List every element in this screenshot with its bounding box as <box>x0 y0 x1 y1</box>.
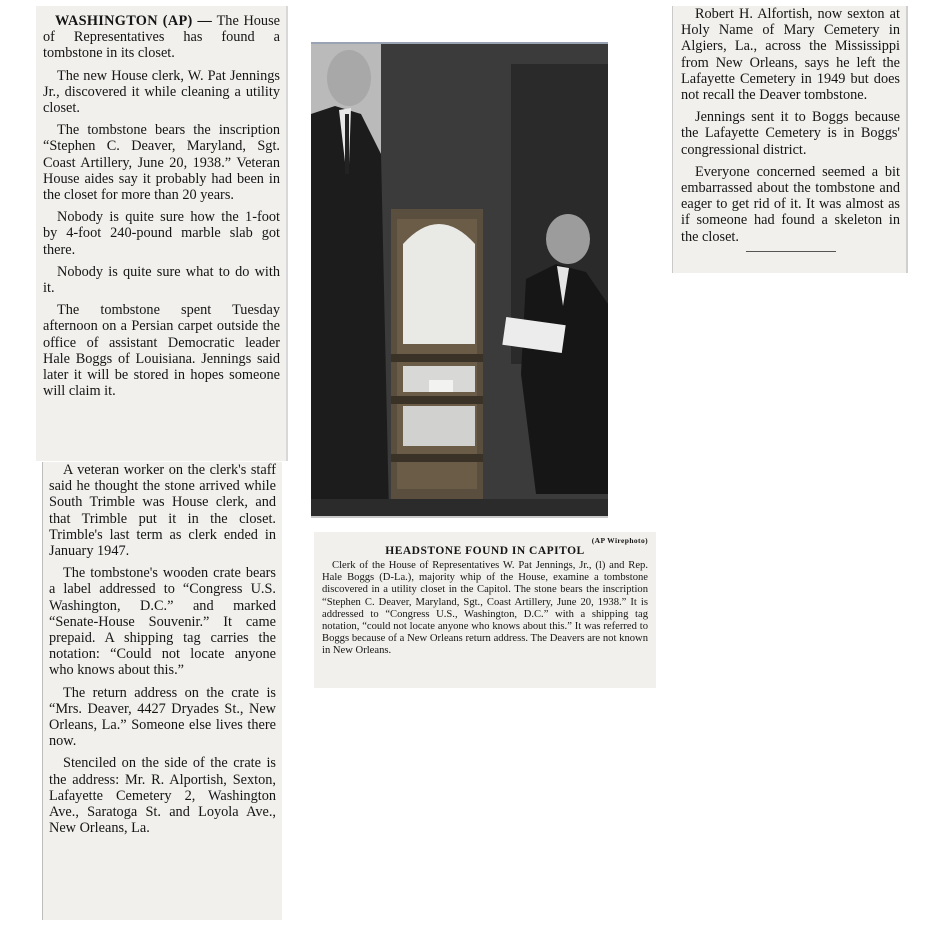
photo-illustration <box>311 44 608 516</box>
end-rule <box>746 251 836 252</box>
photo-credit: (AP Wirephoto) <box>591 536 648 545</box>
article-paragraph-text: The House of Representatives has found a tombstone in its closet. <box>43 13 280 62</box>
article-paragraph: Everyone concerned seemed a bit embarrassed about the tombstone and eager to get rid of it. It was almost as if someone had found a skeleton in the closet. <box>681 163 900 245</box>
article-paragraph: The tombstone spent Tuesday afternoon on a Persian carpet outside the office of assistant Democratic leader Hale Boggs of Louisiana. Jennings said later it will be stored in hopes someone will claim it. <box>43 302 280 400</box>
caption-headline: HEADSTONE FOUND IN CAPITOL <box>385 545 585 557</box>
article-paragraph: The new House clerk, W. Pat Jennings Jr., discovered it while cleaning a utility closet. <box>43 67 280 117</box>
news-photo <box>311 42 608 518</box>
photo-caption: Clerk of the House of Representatives W. Pat Jennings, Jr., (l) and Rep. Hale Boggs (D-La.), majority whip of the House, examine a tombstone discovered in a utility closet in the Capitol. The stone bears the inscription “Stephen C. Deaver, Maryland, Sgt., Coast Artillery, June 20, 1938.” It is addressed to “Congress U.S., Washington, D.C.” with a shipping tag notation, “could not locate anyone who knows about this.” It was referred to Boggs because of a New Orleans return address. The Deavers are not known in New Orleans. <box>322 560 648 657</box>
article-paragraph: Stenciled on the side of the crate is the address: Mr. R. Alportish, Sexton, Lafayette Cemetery 2, Washington Ave., Saratoga St. and Loyola Ave., New Orleans, La. <box>49 755 276 837</box>
article-clip-part-2 <box>42 462 282 920</box>
article-paragraph <box>43 13 280 62</box>
article-paragraph: Nobody is quite sure what to do with it. <box>43 263 280 297</box>
article-paragraph: Nobody is quite sure how the 1-foot by 4-foot 240-pound marble slab got there. <box>43 209 280 258</box>
article-paragraph: A veteran worker on the clerk's staff said he thought the stone arrived while South Trimble was House clerk, and that Trimble put it in the closet. Trimble's last term as clerk ended in January 1947. <box>49 462 276 560</box>
article-clip-part-1 <box>36 6 288 461</box>
article-clip-part-3 <box>672 6 908 273</box>
dateline: WASHINGTON (AP) — <box>55 13 213 29</box>
photo-caption-clip <box>314 532 656 688</box>
article-paragraph: The tombstone bears the inscription “Stephen C. Deaver, Maryland, Sgt. Coast Artillery, June 20, 1938.” Veteran House aides say it probably had been in the closet for more than 20 years. <box>43 122 280 204</box>
article-paragraph: Jennings sent it to Boggs because the Lafayette Cemetery is in Boggs' congressional district. <box>681 109 900 158</box>
article-paragraph: The tombstone's wooden crate bears a label addressed to “Congress U.S. Washington, D.C.” and marked “Senate-House Souvenir.” It came prepaid. A shipping tag carries the notation: “Could not locate anyone who knows about this.” <box>49 565 276 679</box>
article-paragraph: The return address on the crate is “Mrs. Deaver, 4427 Dryades St., New Orleans, La.” Someone else lives there now. <box>49 684 276 750</box>
article-paragraph: Robert H. Alfortish, now sexton at Holy Name of Mary Cemetery in Algiers, La., across the Mississippi from New Orleans, says he left the Lafayette Cemetery in 1949 but does not recall the Deaver tombstone. <box>681 6 900 104</box>
